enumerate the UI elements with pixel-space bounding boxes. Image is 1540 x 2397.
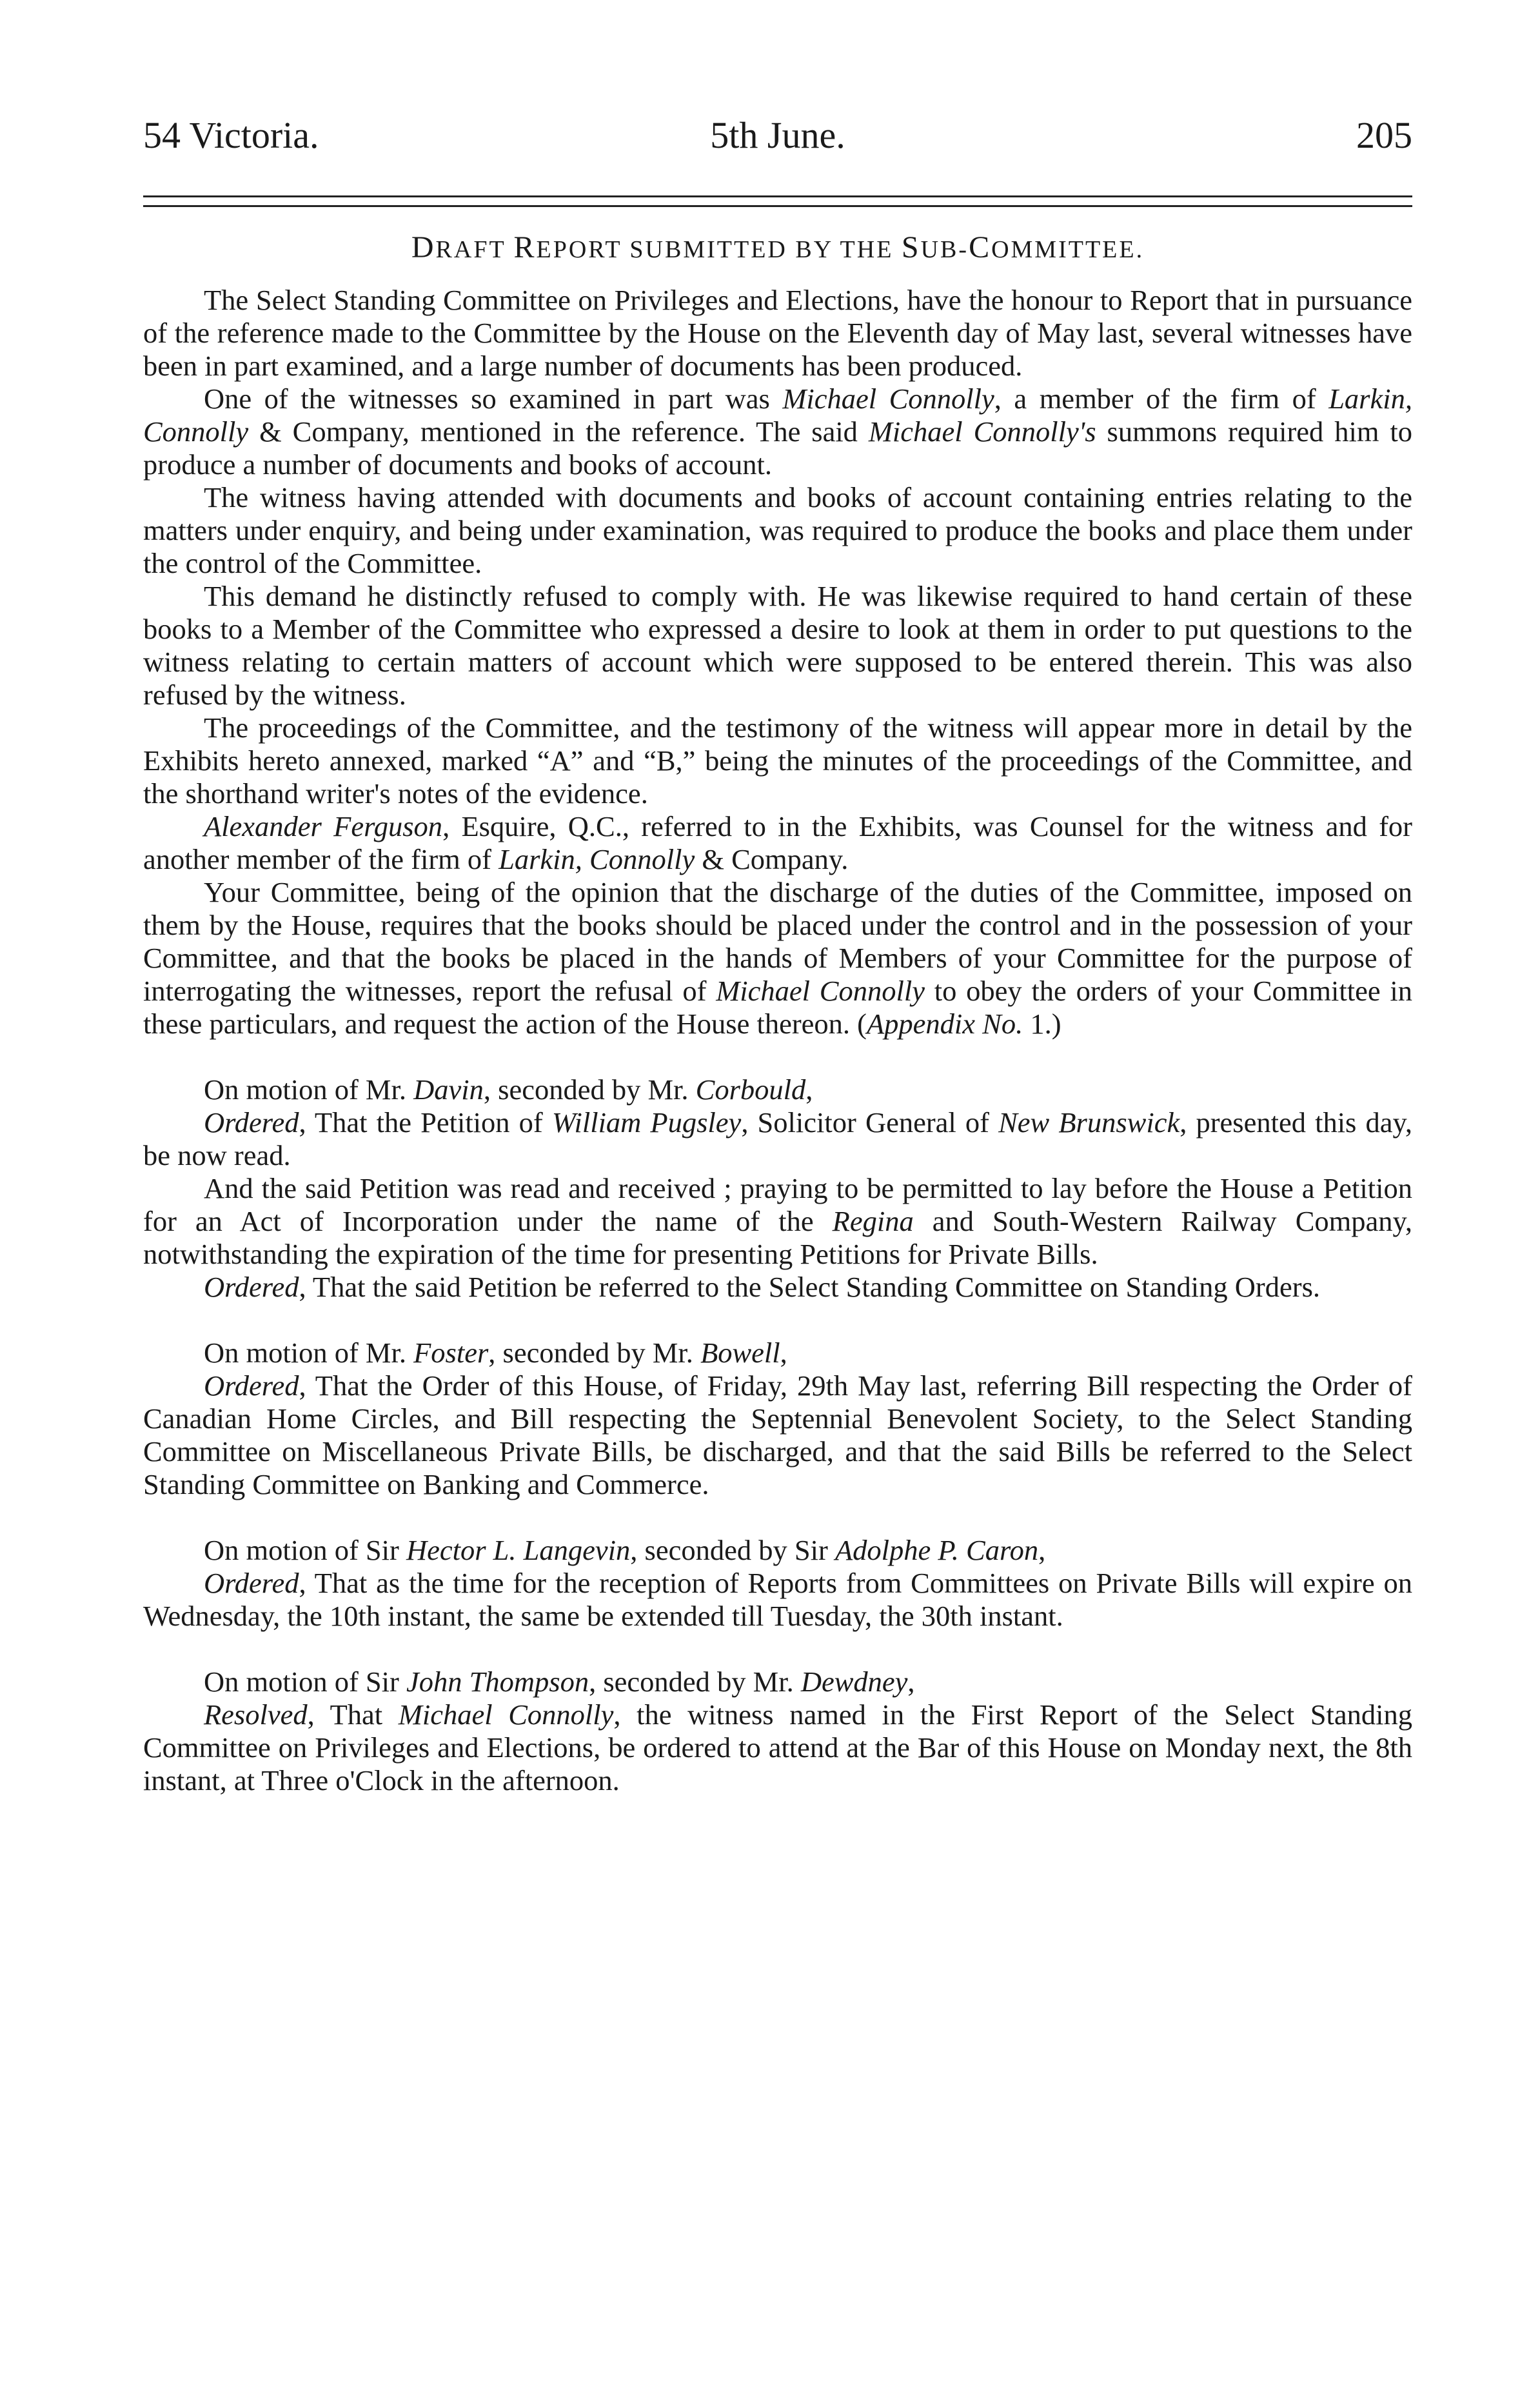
text-run: , xyxy=(907,1666,915,1698)
paragraph xyxy=(143,1106,1412,1172)
italic-text: Appendix No. xyxy=(866,1008,1023,1040)
text-run: , seconded by Sir xyxy=(630,1534,835,1566)
italic-text: New Brunswick xyxy=(998,1106,1180,1139)
text-run: On motion of Sir xyxy=(204,1534,406,1566)
paragraph xyxy=(143,1073,1412,1106)
paragraph xyxy=(143,711,1412,810)
text-run: , presented this day, be now read. xyxy=(143,1106,1412,1171)
italic-text: Adolphe P. Caron xyxy=(834,1534,1039,1566)
italic-text: Larkin, Connolly xyxy=(499,843,695,875)
italic-text: John Thompson xyxy=(406,1666,589,1698)
paragraph xyxy=(143,1567,1412,1633)
text-run: And the said Petition was read and received ; praying to be permitted to lay before the House a Petition for an Act of Incorporation under the name of the xyxy=(143,1172,1412,1237)
italic-text: Michael Connolly's xyxy=(868,415,1096,448)
text-run: , a member of the firm of xyxy=(994,383,1329,415)
text-run: One of the witnesses so examined in part was xyxy=(204,383,783,415)
paragraph xyxy=(143,1271,1412,1304)
paragraph xyxy=(143,481,1412,580)
text-run: , That as the time for the reception of Reports from Committees on Private Bills will expire on Wednesday, the 10th instant, the same be extended till Tuesday, the 30th instant. xyxy=(143,1567,1412,1632)
header-session: 54 Victoria. xyxy=(143,114,319,156)
text-run: , That the Order of this House, of Friday, 29th May last, referring Bill respecting the Order of Canadian Home Circles, and Bill respecting the Septennial Benevolent Society, to the Select Standing Committee on Miscellaneous Private Bills, be discharged, and that the said Bills be referred to the Select Standing Committee on Banking and Commerce. xyxy=(143,1369,1412,1500)
italic-text: William Pugsley xyxy=(551,1106,742,1139)
paragraph xyxy=(143,284,1412,383)
italic-text: Michael Connolly xyxy=(716,975,925,1007)
italic-text: Ordered xyxy=(204,1106,299,1139)
header-rule-top xyxy=(143,195,1412,197)
text-run: , xyxy=(780,1337,787,1369)
text-run: The proceedings of the Committee, and the testimony of the witness will appear more in detail by the Exhibits hereto annexed, marked “A” and “B,” being the minutes of the proceedings of the Committee, and the shorthand writer's notes of the evidence. xyxy=(143,711,1412,810)
text-run: , the witness named in the First Report of the Select Standing Committee on Privileges and Elections, be ordered to attend at the Bar of this House on Monday next, the 8th instant, at Three o'Clock in the afternoon. xyxy=(143,1698,1412,1796)
report-body xyxy=(143,284,1412,1797)
text-run: On motion of Mr. xyxy=(204,1073,414,1106)
italic-text: Larkin, Connolly xyxy=(143,383,1412,448)
text-run: The Select Standing Committee on Privileges and Elections, have the honour to Report that in pursuance of the reference made to the Committee by the House on the Eleventh day of May last, several witnesses have been in part examined, and a large number of documents has been produced. xyxy=(143,284,1412,382)
paragraph xyxy=(143,810,1412,876)
text-run: The witness having attended with documents and books of account containing entries relating to the matters under enquiry, and being under examination, was required to produce the books and place them under the control of the Committee. xyxy=(143,481,1412,579)
paragraph xyxy=(143,1172,1412,1271)
paragraph xyxy=(143,1534,1412,1567)
running-header xyxy=(143,110,1412,168)
italic-text: Resolved xyxy=(204,1698,308,1731)
header-date: 5th June. xyxy=(710,114,845,156)
text-run: & Company, mentioned in the reference. The said xyxy=(248,415,869,448)
section-title: DRAFT REPORT SUBMITTED BY THE SUB-COMMITTEE. xyxy=(411,230,1145,264)
italic-text: Ordered xyxy=(204,1271,299,1303)
italic-text: Regina xyxy=(832,1205,914,1237)
text-run: This demand he distinctly refused to comply with. He was likewise required to hand certain of these books to a Member of the Committee who expressed a desire to look at them in order to put questions to the witness relating to certain matters of account which were supposed to be entered therein. This was also refused by the witness. xyxy=(143,580,1412,711)
italic-text: Ordered xyxy=(204,1369,299,1402)
text-run: On motion of Mr. xyxy=(204,1337,414,1369)
italic-text: Foster xyxy=(413,1337,489,1369)
text-run: , That the Petition of xyxy=(299,1106,552,1139)
paragraph xyxy=(143,1666,1412,1698)
italic-text: Bowell xyxy=(700,1337,780,1369)
italic-text: Corbould xyxy=(695,1073,806,1106)
text-run: , seconded by Mr. xyxy=(488,1337,701,1369)
text-run: , seconded by Mr. xyxy=(589,1666,801,1698)
text-run: , That xyxy=(307,1698,399,1731)
text-run: , That the said Petition be referred to the Select Standing Committee on Standing Orders. xyxy=(299,1271,1321,1303)
paragraph xyxy=(143,1369,1412,1501)
italic-text: Davin xyxy=(413,1073,484,1106)
text-run: & Company. xyxy=(695,843,849,875)
text-run: Your Committee, being of the opinion that the discharge of the duties of the Committee, imposed on them by the House, requires that the books should be placed under the control and in the possession of your Committee, and that the books be placed in the hands of Members of your Committee for the purpose of interrogating the witnesses, report the refusal of xyxy=(143,876,1412,1007)
text-run: , Esquire, Q.C., referred to in the Exhibits, was Counsel for the witness and for another member of the firm of xyxy=(143,810,1412,875)
text-run: , xyxy=(1038,1534,1046,1566)
italic-text: Michael Connolly xyxy=(782,383,994,415)
paragraph xyxy=(143,876,1412,1040)
text-run: On motion of Sir xyxy=(204,1666,406,1698)
paragraph xyxy=(143,1337,1412,1369)
paragraph xyxy=(143,1698,1412,1797)
paragraph xyxy=(143,383,1412,481)
paragraph xyxy=(143,580,1412,711)
italic-text: Dewdney xyxy=(800,1666,908,1698)
italic-text: Hector L. Langevin xyxy=(406,1534,631,1566)
text-run: to obey the orders of your Committee in these particulars, and request the action of the House thereon. ( xyxy=(143,975,1412,1040)
header-rule-bottom xyxy=(143,205,1412,207)
text-run: , xyxy=(805,1073,813,1106)
text-run: and South-Western Railway Company, notwithstanding the expiration of the time for presenting Petitions for Private Bills. xyxy=(143,1205,1412,1270)
text-run: , seconded by Mr. xyxy=(483,1073,696,1106)
italic-text: Michael Connolly xyxy=(398,1698,614,1731)
italic-text: Alexander Ferguson xyxy=(204,810,443,842)
italic-text: Ordered xyxy=(204,1567,299,1599)
text-run: 1.) xyxy=(1023,1008,1061,1040)
text-run: , Solicitor General of xyxy=(741,1106,999,1139)
text-run: summons required him to produce a number of documents and books of account. xyxy=(143,415,1412,481)
page-number: 205 xyxy=(1356,114,1412,156)
